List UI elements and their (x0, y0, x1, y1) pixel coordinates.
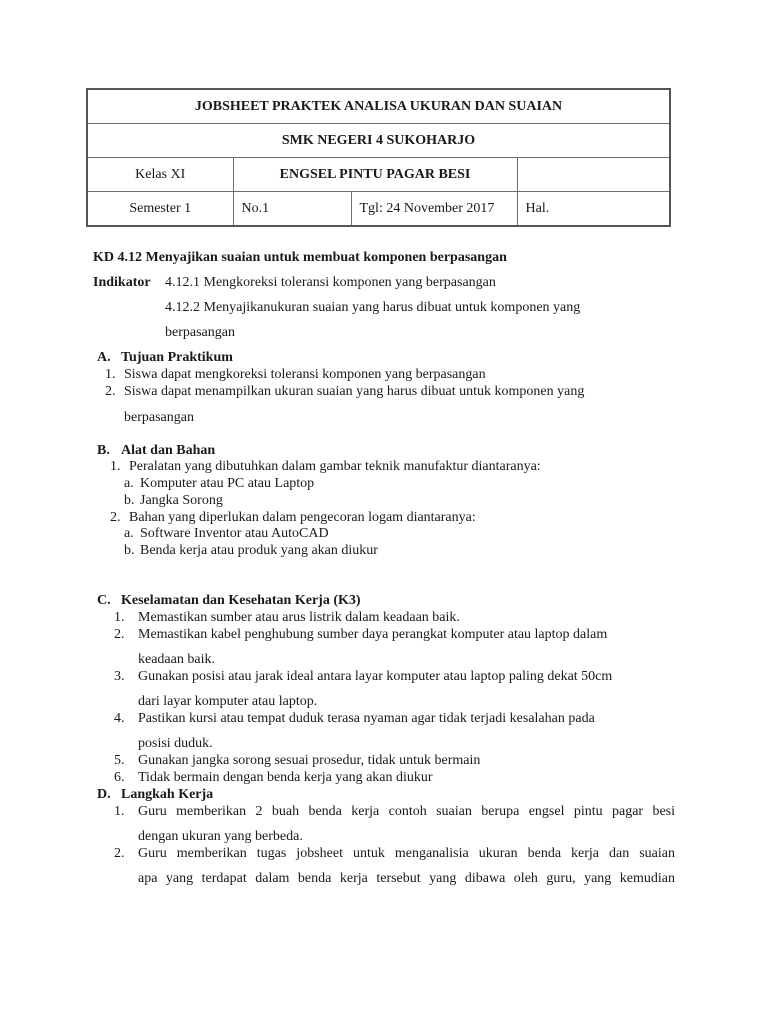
d-item-1-cont: dengan ukuran yang berbeda. (138, 829, 303, 844)
c-item-2-num: 2. (114, 627, 125, 642)
c-item-5-num: 5. (114, 753, 125, 768)
header-row-class (87, 158, 670, 192)
section-b-letter: B. (97, 443, 110, 458)
indicator-2: 4.12.2 Menyajikanukuran suaian yang harus dibuat untuk komponen yang (165, 300, 581, 315)
number-cell: No.1 (233, 192, 351, 227)
date-cell: Tgl: 24 November 2017 (351, 192, 517, 227)
a-item-1-text: Siswa dapat mengkoreksi toleransi komponen yang berpasangan (124, 367, 486, 382)
a-item-2-num: 2. (105, 384, 116, 399)
b-item-2-num: 2. (110, 510, 121, 525)
kd-title: KD 4.12 Menyajikan suaian untuk membuat komponen berpasangan (93, 250, 507, 265)
b-item-1a-num: a. (124, 476, 134, 491)
section-d-letter: D. (97, 787, 111, 802)
c-item-5-text: Gunakan jangka sorong sesuai prosedur, tidak untuk bermain (138, 753, 481, 768)
semester-cell: Semester 1 (87, 192, 233, 227)
c-item-2-text: Memastikan kabel penghubung sumber daya perangkat komputer atau laptop dalam (138, 627, 608, 642)
topic-cell: ENGSEL PINTU PAGAR BESI (233, 158, 517, 192)
section-a-letter: A. (97, 350, 111, 365)
header-table (86, 88, 671, 227)
c-item-4-cont: posisi duduk. (138, 736, 213, 751)
section-c-letter: C. (97, 593, 111, 608)
c-item-2-cont: keadaan baik. (138, 652, 215, 667)
indicator-2-cont: berpasangan (165, 325, 235, 340)
d-item-2-cont: apa yang terdapat dalam benda kerja tersebut yang dibawa oleh guru, yang kemudian (138, 871, 675, 886)
b-item-2b-text: Benda kerja atau produk yang akan diukur (140, 543, 378, 558)
a-item-2-cont: berpasangan (124, 410, 194, 425)
b-item-2b-num: b. (124, 543, 135, 558)
section-c-title: Keselamatan dan Kesehatan Kerja (K3) (121, 593, 361, 608)
b-item-1a-text: Komputer atau PC atau Laptop (140, 476, 315, 491)
d-item-2-text: Guru memberikan tugas jobsheet untuk menganalisia ukuran benda kerja dan suaian (138, 846, 675, 861)
c-item-3-cont: dari layar komputer atau laptop. (138, 694, 318, 709)
c-item-6-text: Tidak bermain dengan benda kerja yang akan diukur (138, 770, 433, 785)
class-cell: Kelas XI (87, 158, 233, 192)
d-item-1-text: Guru memberikan 2 buah benda kerja contoh suaian berupa engsel pintu pagar besi (138, 804, 675, 819)
page-cell: Hal. (517, 192, 670, 227)
b-item-1-num: 1. (110, 459, 121, 474)
b-item-2a-text: Software Inventor atau AutoCAD (140, 526, 329, 541)
b-item-2a-num: a. (124, 526, 134, 541)
c-item-6-num: 6. (114, 770, 125, 785)
d-item-1-num: 1. (114, 804, 125, 819)
indicator-label: Indikator (93, 275, 151, 290)
header-row-school (87, 124, 670, 158)
c-item-3-num: 3. (114, 669, 125, 684)
c-item-4-num: 4. (114, 711, 125, 726)
c-item-1-num: 1. (114, 610, 125, 625)
c-item-1-text: Memastikan sumber atau arus listrik dalam keadaan baik. (138, 610, 460, 625)
a-item-1-num: 1. (105, 367, 116, 382)
indicator-1: 4.12.1 Mengkoreksi toleransi komponen yang berpasangan (165, 275, 496, 290)
header-row-title (87, 89, 670, 124)
header-row-meta (87, 192, 670, 227)
b-item-1-text: Peralatan yang dibutuhkan dalam gambar teknik manufaktur diantaranya: (129, 459, 541, 474)
c-item-4-text: Pastikan kursi atau tempat duduk terasa nyaman agar tidak terjadi kesalahan pada (138, 711, 595, 726)
b-item-1b-text: Jangka Sorong (140, 493, 223, 508)
a-item-2-text: Siswa dapat menampilkan ukuran suaian yang harus dibuat untuk komponen yang (124, 384, 585, 399)
c-item-3-text: Gunakan posisi atau jarak ideal antara layar komputer atau laptop paling dekat 50cm (138, 669, 613, 684)
jobsheet-title: JOBSHEET PRAKTEK ANALISA UKURAN DAN SUAIAN (87, 89, 670, 124)
d-item-2-num: 2. (114, 846, 125, 861)
section-d-title: Langkah Kerja (121, 787, 214, 802)
topic-extra-cell (517, 158, 670, 192)
b-item-2-text: Bahan yang diperlukan dalam pengecoran logam diantaranya: (129, 510, 476, 525)
section-b-title: Alat dan Bahan (121, 443, 216, 458)
school-name: SMK NEGERI 4 SUKOHARJO (87, 124, 670, 158)
b-item-1b-num: b. (124, 493, 135, 508)
section-a-title: Tujuan Praktikum (121, 350, 233, 365)
